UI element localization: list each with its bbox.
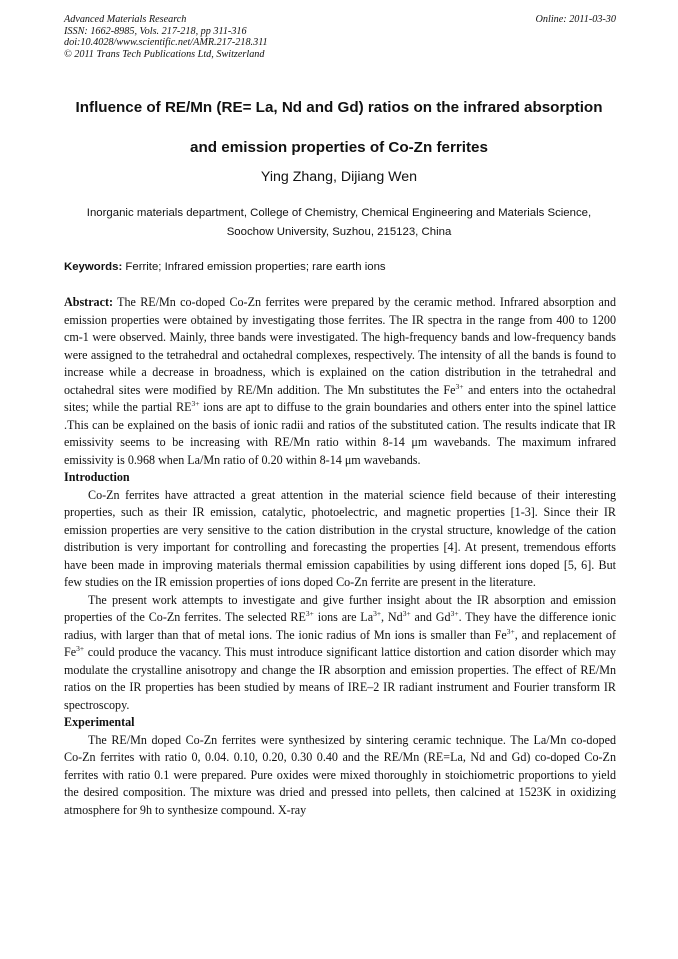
online-date: Online: 2011-03-30	[535, 14, 616, 25]
superscript: 3+	[506, 626, 515, 636]
affiliation-line-1: Inorganic materials department, College of Chemistry, Chemical Engineering and Materials Science,	[86, 207, 592, 219]
affiliation	[50, 204, 628, 242]
paper-title	[40, 88, 638, 168]
para-text: and Gd	[410, 610, 451, 624]
doi-line[interactable]: doi:10.4028/www.scientific.net/AMR.217-218.311	[64, 37, 268, 49]
para-text: , and replacement of Fe	[64, 627, 617, 659]
abstract	[64, 294, 616, 469]
superscript: 3+	[450, 608, 459, 618]
keywords-label: Keywords:	[64, 261, 123, 273]
introduction-paragraph-1: Co-Zn ferrites have attracted a great attention in the material science field because of their interesting properties, such as their IR emission, catalytic, photoelectric, and magnetic properties [1-3]. Since their IR emission properties are very sensitive to the cation distribution in the crystal structure, knowledge of the cation distribution is very important for controlling and forecasting the properties [4]. At present, tremendous efforts have been made in improving materials thermal emission capabilities by using different ions doped [5, 6]. But few studies on the IR emission properties of ions doped Co-Zn ferrite are present in the literature.	[64, 487, 616, 589]
journal-name: Advanced Materials Research	[64, 14, 187, 25]
para-text: could produce the vacancy. This must introduce significant lattice distortion and cation disorder which may modulate the crystalline anisotropy and change the IR absorption and emission properties. The effect of RE/Mn ratios on the IR properties has been studied by means of IRE–2 IR radiant instrument and Fourier transform IR spectroscopy.	[64, 645, 616, 712]
keywords	[64, 261, 616, 273]
experimental-paragraph-1: The RE/Mn doped Co-Zn ferrites were synthesized by sintering ceramic technique. The La/Mn co-doped Co-Zn ferrites with ratio 0, 0.04. 0.10, 0.20, 0.30 0.40 and the RE/Mn (RE=La, Nd and Gd) co-doped Co-Zn ferrites with ratio 0.1 were prepared. Pure oxides were mixed thoroughly in stoichiometric proportions to yield the desired composition. The mixture was dried and pressed into pellets, then calcined at 1523K in oxidizing atmosphere for 9h to synthesize compound. X-ray	[64, 732, 616, 817]
copyright-line: © 2011 Trans Tech Publications Ltd, Switzerland	[64, 48, 265, 60]
paper-body	[64, 294, 616, 819]
superscript: 3+	[76, 643, 85, 653]
para-text: . They have the difference ionic radius, with larger than that of metal ions. The ionic radius of Mn ions is smaller than Fe	[64, 610, 616, 642]
superscript: 3+	[373, 608, 382, 618]
title-line-2: and emission properties of Co-Zn ferrites	[190, 139, 488, 156]
journal-header	[64, 14, 616, 60]
title-line-1: Influence of RE/Mn (RE= La, Nd and Gd) ratios on the infrared absorption	[75, 99, 603, 116]
experimental-heading: Experimental	[64, 715, 135, 729]
keywords-text: Ferrite; Infrared emission properties; rare earth ions	[122, 261, 386, 273]
introduction-paragraph-2	[64, 592, 616, 715]
superscript: 3+	[402, 608, 411, 618]
abstract-text: The RE/Mn co-doped Co-Zn ferrites were prepared by the ceramic method. Infrared absorption and emission properties were obtained by investigating those ferrites. The IR spectra in the range from 400 to 1200 cm-1 were observed. Mainly, three bands were investigated. The high-frequency bands and low-frequency bands were assigned to the tetrahedral and octahedral complexes, respectively. The intensity of all the bands is found to increase while a decrease in broadness, which is explained on the cation distribution in the tetrahedral and octahedral sites were modified by RE/Mn addition. The Mn substitutes the Fe	[64, 295, 616, 397]
abstract-text: and enters into the octahedral sites; while the partial RE	[64, 382, 616, 414]
superscript: 3+	[305, 608, 314, 618]
para-text: ions are La	[313, 610, 374, 624]
para-text: , Nd	[381, 610, 403, 624]
superscript: 3+	[455, 381, 464, 391]
superscript: 3+	[191, 398, 200, 408]
abstract-text: ions are apt to diffuse to the grain boundaries and others enter into the spinel lattice .This can be explained on the basis of ionic radii and ratios of the substituted cation. The results indicate that IR emissivity seems to be increasing with RE/Mn ratio within 8-14 μm wavebands. The maximum infrared emissivity is 0.968 when La/Mn ratio of 0.20 within 8-14 μm wavebands.	[64, 400, 616, 467]
affiliation-line-2: Soochow University, Suzhou, 215123, China	[226, 226, 452, 238]
abstract-label: Abstract:	[64, 295, 114, 309]
para-text: The present work attempts to investigate and give further insight about the IR absorption and emission properties of the Co-Zn ferrites. The selected RE	[64, 592, 616, 624]
introduction-heading: Introduction	[64, 470, 130, 484]
issn-line: ISSN: 1662-8985, Vols. 217-218, pp 311-316	[64, 25, 247, 37]
authors: Ying Zhang, Dijiang Wen	[260, 169, 418, 185]
